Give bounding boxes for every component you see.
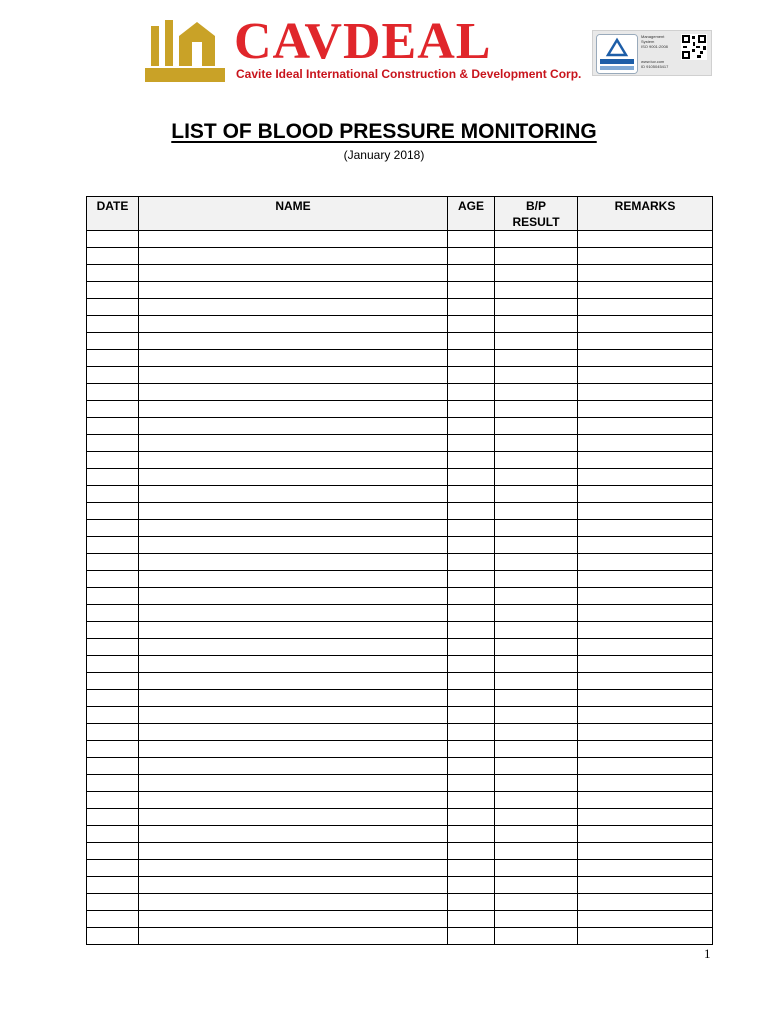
table-row bbox=[87, 809, 713, 826]
table-cell[interactable] bbox=[578, 503, 713, 520]
table-cell[interactable] bbox=[495, 877, 578, 894]
table-cell[interactable] bbox=[495, 656, 578, 673]
table-cell[interactable] bbox=[87, 826, 139, 843]
table-cell[interactable] bbox=[448, 792, 495, 809]
table-row bbox=[87, 571, 713, 588]
table-cell[interactable] bbox=[448, 520, 495, 537]
table-row bbox=[87, 622, 713, 639]
table-cell[interactable] bbox=[448, 639, 495, 656]
table-row bbox=[87, 418, 713, 435]
table-cell[interactable] bbox=[578, 248, 713, 265]
table-cell[interactable] bbox=[448, 384, 495, 401]
table-cell[interactable] bbox=[448, 571, 495, 588]
table-cell[interactable] bbox=[87, 673, 139, 690]
table-cell[interactable] bbox=[495, 486, 578, 503]
table-row bbox=[87, 707, 713, 724]
table-row bbox=[87, 469, 713, 486]
table-cell[interactable] bbox=[87, 367, 139, 384]
table-cell[interactable] bbox=[87, 316, 139, 333]
table-cell[interactable] bbox=[139, 843, 448, 860]
table-row bbox=[87, 486, 713, 503]
table-cell[interactable] bbox=[139, 673, 448, 690]
table-row bbox=[87, 384, 713, 401]
table-row bbox=[87, 928, 713, 945]
table-cell[interactable] bbox=[139, 367, 448, 384]
table-cell[interactable] bbox=[87, 656, 139, 673]
table-cell[interactable] bbox=[139, 571, 448, 588]
table-cell[interactable] bbox=[495, 333, 578, 350]
table-cell[interactable] bbox=[139, 758, 448, 775]
table-cell[interactable] bbox=[87, 401, 139, 418]
table-cell[interactable] bbox=[448, 724, 495, 741]
table-cell[interactable] bbox=[578, 367, 713, 384]
table-cell[interactable] bbox=[448, 622, 495, 639]
table-cell[interactable] bbox=[578, 622, 713, 639]
table-cell[interactable] bbox=[495, 928, 578, 945]
table-cell[interactable] bbox=[578, 673, 713, 690]
table-cell[interactable] bbox=[87, 248, 139, 265]
table-cell[interactable] bbox=[495, 911, 578, 928]
table-cell[interactable] bbox=[448, 554, 495, 571]
table-row bbox=[87, 724, 713, 741]
table-cell[interactable] bbox=[139, 282, 448, 299]
table-cell[interactable] bbox=[87, 758, 139, 775]
table-cell[interactable] bbox=[87, 231, 139, 248]
table-row bbox=[87, 350, 713, 367]
table-cell[interactable] bbox=[448, 877, 495, 894]
table-cell[interactable] bbox=[495, 843, 578, 860]
table-cell[interactable] bbox=[139, 707, 448, 724]
table-cell[interactable] bbox=[578, 384, 713, 401]
table-cell[interactable] bbox=[495, 248, 578, 265]
table-cell[interactable] bbox=[495, 537, 578, 554]
table-row bbox=[87, 333, 713, 350]
table-cell[interactable] bbox=[87, 792, 139, 809]
cert-line: Management bbox=[641, 34, 665, 39]
table-cell[interactable] bbox=[578, 809, 713, 826]
table-row bbox=[87, 639, 713, 656]
table-row bbox=[87, 605, 713, 622]
table-cell[interactable] bbox=[448, 452, 495, 469]
table-cell[interactable] bbox=[578, 724, 713, 741]
table-cell[interactable] bbox=[448, 656, 495, 673]
table-cell[interactable] bbox=[495, 503, 578, 520]
table-cell[interactable] bbox=[495, 554, 578, 571]
table-cell[interactable] bbox=[139, 520, 448, 537]
table-cell[interactable] bbox=[578, 299, 713, 316]
table-cell[interactable] bbox=[139, 605, 448, 622]
table-cell[interactable] bbox=[87, 520, 139, 537]
column-header-bp-result: B/P RESULT bbox=[495, 197, 578, 231]
table-cell[interactable] bbox=[87, 469, 139, 486]
table-cell[interactable] bbox=[448, 503, 495, 520]
table-cell[interactable] bbox=[578, 231, 713, 248]
table-cell[interactable] bbox=[139, 469, 448, 486]
table-cell[interactable] bbox=[495, 792, 578, 809]
table-cell[interactable] bbox=[87, 452, 139, 469]
table-cell[interactable] bbox=[578, 452, 713, 469]
table-body bbox=[87, 231, 713, 945]
table-cell[interactable] bbox=[139, 588, 448, 605]
table-cell[interactable] bbox=[578, 911, 713, 928]
table-cell[interactable] bbox=[448, 401, 495, 418]
table-row bbox=[87, 537, 713, 554]
table-cell[interactable] bbox=[495, 758, 578, 775]
table-cell[interactable] bbox=[87, 622, 139, 639]
table-cell[interactable] bbox=[495, 384, 578, 401]
table-cell[interactable] bbox=[448, 605, 495, 622]
table-cell[interactable] bbox=[448, 860, 495, 877]
table-cell[interactable] bbox=[448, 673, 495, 690]
table-cell[interactable] bbox=[139, 741, 448, 758]
table-cell[interactable] bbox=[448, 350, 495, 367]
table-cell[interactable] bbox=[495, 231, 578, 248]
table-row bbox=[87, 503, 713, 520]
blood-pressure-table bbox=[86, 196, 713, 945]
table-row bbox=[87, 452, 713, 469]
column-header-date: DATE bbox=[87, 197, 139, 231]
table-cell[interactable] bbox=[448, 282, 495, 299]
table-cell[interactable] bbox=[578, 588, 713, 605]
table-cell[interactable] bbox=[139, 826, 448, 843]
table-cell[interactable] bbox=[139, 231, 448, 248]
column-header-name: NAME bbox=[139, 197, 448, 231]
table-cell[interactable] bbox=[578, 554, 713, 571]
table-cell[interactable] bbox=[495, 605, 578, 622]
cert-line: ID 9105045417 bbox=[641, 64, 669, 69]
table-row bbox=[87, 316, 713, 333]
table-row bbox=[87, 894, 713, 911]
table-cell[interactable] bbox=[578, 435, 713, 452]
table-cell[interactable] bbox=[87, 809, 139, 826]
table-row bbox=[87, 911, 713, 928]
table-cell[interactable] bbox=[139, 486, 448, 503]
table-cell[interactable] bbox=[578, 826, 713, 843]
table-row bbox=[87, 860, 713, 877]
table-row bbox=[87, 843, 713, 860]
column-header-age: AGE bbox=[448, 197, 495, 231]
table-cell[interactable] bbox=[139, 503, 448, 520]
table-cell[interactable] bbox=[448, 826, 495, 843]
table-row bbox=[87, 282, 713, 299]
table-cell[interactable] bbox=[448, 809, 495, 826]
table-cell[interactable] bbox=[578, 520, 713, 537]
cert-line: ISO 9001:2008 bbox=[641, 44, 668, 49]
table-cell[interactable] bbox=[495, 639, 578, 656]
column-header-remarks: REMARKS bbox=[578, 197, 713, 231]
table-cell[interactable] bbox=[578, 843, 713, 860]
table-cell[interactable] bbox=[448, 690, 495, 707]
qr-code-icon bbox=[681, 34, 707, 60]
table-cell[interactable] bbox=[495, 707, 578, 724]
table-cell[interactable] bbox=[448, 894, 495, 911]
table-cell[interactable] bbox=[87, 741, 139, 758]
table-cell[interactable] bbox=[87, 333, 139, 350]
table-cell[interactable] bbox=[495, 452, 578, 469]
table-row bbox=[87, 265, 713, 282]
table-cell[interactable] bbox=[87, 860, 139, 877]
brand-name: CAVDEAL bbox=[234, 13, 492, 70]
table-row bbox=[87, 367, 713, 384]
table-cell[interactable] bbox=[578, 690, 713, 707]
table-row bbox=[87, 656, 713, 673]
table-cell[interactable] bbox=[495, 265, 578, 282]
table-cell[interactable] bbox=[139, 316, 448, 333]
table-row bbox=[87, 299, 713, 316]
table-cell[interactable] bbox=[448, 775, 495, 792]
table-cell[interactable] bbox=[139, 384, 448, 401]
table-cell[interactable] bbox=[495, 894, 578, 911]
table-cell[interactable] bbox=[495, 571, 578, 588]
table-cell[interactable] bbox=[578, 928, 713, 945]
table-cell[interactable] bbox=[87, 282, 139, 299]
table-cell[interactable] bbox=[578, 316, 713, 333]
table-cell[interactable] bbox=[495, 741, 578, 758]
page-number: 1 bbox=[704, 946, 711, 961]
table-cell[interactable] bbox=[87, 775, 139, 792]
table-cell[interactable] bbox=[448, 537, 495, 554]
table-cell[interactable] bbox=[578, 792, 713, 809]
table-cell[interactable] bbox=[448, 843, 495, 860]
table-row bbox=[87, 673, 713, 690]
table-cell[interactable] bbox=[139, 401, 448, 418]
table-cell[interactable] bbox=[87, 571, 139, 588]
table-row bbox=[87, 792, 713, 809]
table-cell[interactable] bbox=[495, 367, 578, 384]
table-cell[interactable] bbox=[495, 299, 578, 316]
table-cell[interactable] bbox=[139, 911, 448, 928]
table-cell[interactable] bbox=[578, 894, 713, 911]
table-row bbox=[87, 401, 713, 418]
table-cell[interactable] bbox=[495, 775, 578, 792]
table-cell[interactable] bbox=[87, 690, 139, 707]
table-cell[interactable] bbox=[578, 758, 713, 775]
table-cell[interactable] bbox=[87, 843, 139, 860]
table-cell[interactable] bbox=[139, 792, 448, 809]
table-row bbox=[87, 231, 713, 248]
table-cell[interactable] bbox=[578, 265, 713, 282]
table-cell[interactable] bbox=[139, 877, 448, 894]
table-cell[interactable] bbox=[495, 588, 578, 605]
table-row bbox=[87, 554, 713, 571]
table-cell[interactable] bbox=[495, 520, 578, 537]
table-cell[interactable] bbox=[578, 333, 713, 350]
table-cell[interactable] bbox=[139, 809, 448, 826]
table-cell[interactable] bbox=[139, 656, 448, 673]
table-cell[interactable] bbox=[87, 707, 139, 724]
table-row bbox=[87, 775, 713, 792]
table-cell[interactable] bbox=[87, 639, 139, 656]
table-cell[interactable] bbox=[87, 265, 139, 282]
table-cell[interactable] bbox=[578, 741, 713, 758]
table-cell[interactable] bbox=[448, 418, 495, 435]
cert-line: System bbox=[641, 39, 655, 44]
table-cell[interactable] bbox=[87, 554, 139, 571]
table-cell[interactable] bbox=[448, 911, 495, 928]
table-row bbox=[87, 690, 713, 707]
table-cell[interactable] bbox=[87, 299, 139, 316]
table-header-row bbox=[87, 197, 713, 231]
table-row bbox=[87, 826, 713, 843]
table-cell[interactable] bbox=[578, 707, 713, 724]
table-cell[interactable] bbox=[578, 350, 713, 367]
table-cell[interactable] bbox=[87, 877, 139, 894]
table-row bbox=[87, 520, 713, 537]
table-cell[interactable] bbox=[495, 690, 578, 707]
table-cell[interactable] bbox=[139, 537, 448, 554]
logo-icon bbox=[145, 20, 225, 82]
table-cell[interactable] bbox=[448, 248, 495, 265]
table-cell[interactable] bbox=[139, 299, 448, 316]
table-cell[interactable] bbox=[578, 469, 713, 486]
table-cell[interactable] bbox=[578, 282, 713, 299]
table-cell[interactable] bbox=[87, 418, 139, 435]
table-cell[interactable] bbox=[495, 282, 578, 299]
table-cell[interactable] bbox=[448, 741, 495, 758]
table-cell[interactable] bbox=[495, 673, 578, 690]
table-row bbox=[87, 248, 713, 265]
table-cell[interactable] bbox=[448, 299, 495, 316]
table-cell[interactable] bbox=[139, 639, 448, 656]
table-cell[interactable] bbox=[578, 537, 713, 554]
table-cell[interactable] bbox=[448, 758, 495, 775]
table-row bbox=[87, 877, 713, 894]
table-cell[interactable] bbox=[495, 809, 578, 826]
table-cell[interactable] bbox=[495, 724, 578, 741]
table-cell[interactable] bbox=[495, 401, 578, 418]
table-cell[interactable] bbox=[495, 418, 578, 435]
table-cell[interactable] bbox=[87, 588, 139, 605]
table-cell[interactable] bbox=[139, 248, 448, 265]
table-cell[interactable] bbox=[448, 231, 495, 248]
table-cell[interactable] bbox=[87, 894, 139, 911]
table-cell[interactable] bbox=[448, 333, 495, 350]
table-cell[interactable] bbox=[87, 384, 139, 401]
table-cell[interactable] bbox=[87, 605, 139, 622]
table-cell[interactable] bbox=[87, 911, 139, 928]
table-row bbox=[87, 435, 713, 452]
cert-line: www.tuv.com bbox=[641, 59, 665, 64]
table-cell[interactable] bbox=[448, 707, 495, 724]
brand-subtitle: Cavite Ideal International Construction & Development Corp. bbox=[236, 67, 582, 81]
table-cell[interactable] bbox=[139, 554, 448, 571]
table-row bbox=[87, 758, 713, 775]
table-cell[interactable] bbox=[495, 826, 578, 843]
table-cell[interactable] bbox=[495, 469, 578, 486]
table-cell[interactable] bbox=[448, 928, 495, 945]
table-cell[interactable] bbox=[87, 350, 139, 367]
table-cell[interactable] bbox=[448, 265, 495, 282]
table-cell[interactable] bbox=[495, 860, 578, 877]
table-cell[interactable] bbox=[448, 316, 495, 333]
table-cell[interactable] bbox=[578, 571, 713, 588]
table-cell[interactable] bbox=[87, 537, 139, 554]
tuv-certified-icon bbox=[596, 34, 638, 74]
table-row bbox=[87, 588, 713, 605]
table-cell[interactable] bbox=[578, 401, 713, 418]
table-cell[interactable] bbox=[495, 622, 578, 639]
table-cell[interactable] bbox=[495, 435, 578, 452]
table-cell[interactable] bbox=[139, 928, 448, 945]
table-cell[interactable] bbox=[578, 605, 713, 622]
table-cell[interactable] bbox=[139, 333, 448, 350]
table-cell[interactable] bbox=[495, 350, 578, 367]
table-cell[interactable] bbox=[578, 860, 713, 877]
table-cell[interactable] bbox=[448, 588, 495, 605]
table-cell[interactable] bbox=[87, 724, 139, 741]
page-title: LIST OF BLOOD PRESSURE MONITORING bbox=[171, 120, 597, 143]
table-cell[interactable] bbox=[139, 435, 448, 452]
table-cell[interactable] bbox=[87, 928, 139, 945]
table-cell[interactable] bbox=[578, 639, 713, 656]
table-cell[interactable] bbox=[578, 877, 713, 894]
table-cell[interactable] bbox=[139, 775, 448, 792]
table-cell[interactable] bbox=[139, 265, 448, 282]
table-cell[interactable] bbox=[448, 486, 495, 503]
table-cell[interactable] bbox=[448, 435, 495, 452]
table-cell[interactable] bbox=[139, 894, 448, 911]
table-cell[interactable] bbox=[139, 622, 448, 639]
table-cell[interactable] bbox=[139, 452, 448, 469]
table-cell[interactable] bbox=[578, 775, 713, 792]
table-cell[interactable] bbox=[578, 656, 713, 673]
table-cell[interactable] bbox=[139, 690, 448, 707]
table-cell[interactable] bbox=[578, 418, 713, 435]
table-cell[interactable] bbox=[448, 367, 495, 384]
table-cell[interactable] bbox=[578, 486, 713, 503]
table-cell[interactable] bbox=[139, 418, 448, 435]
page-subtitle: (January 2018) bbox=[343, 148, 425, 162]
table-cell[interactable] bbox=[87, 486, 139, 503]
table-cell[interactable] bbox=[448, 469, 495, 486]
table-cell[interactable] bbox=[139, 860, 448, 877]
certification-badge bbox=[592, 30, 712, 76]
table-cell[interactable] bbox=[87, 503, 139, 520]
table-row bbox=[87, 741, 713, 758]
table-cell[interactable] bbox=[87, 435, 139, 452]
table-cell[interactable] bbox=[139, 724, 448, 741]
table-cell[interactable] bbox=[139, 350, 448, 367]
table-cell[interactable] bbox=[495, 316, 578, 333]
